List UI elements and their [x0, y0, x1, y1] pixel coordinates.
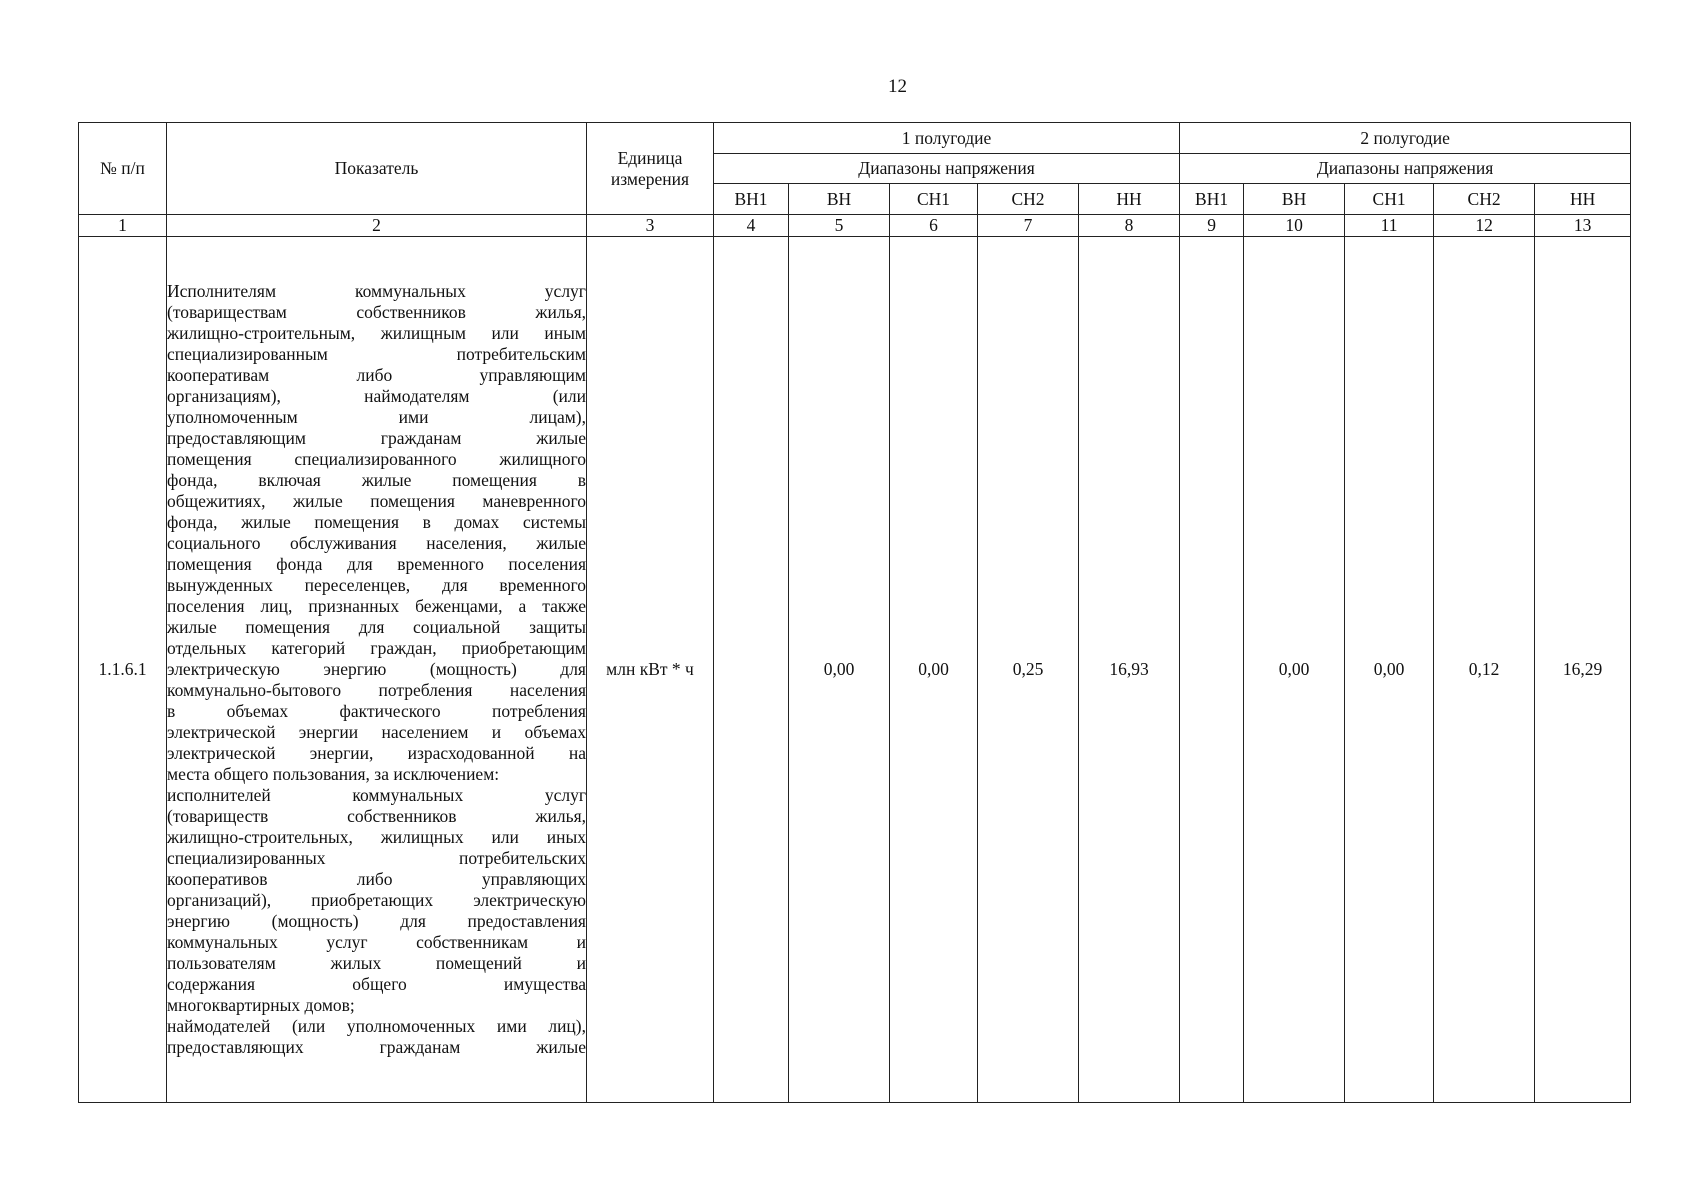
header-voltage-h1: ВН1 [714, 184, 789, 215]
description-line: жилищно-строительных, жилищных или иных [167, 827, 586, 847]
column-number: 9 [1180, 215, 1244, 237]
header-range-2: Диапазоны напряжения [1180, 154, 1631, 184]
description-line: помещения фонда для временного поселения [167, 554, 586, 574]
header-voltage-h2: НН [1535, 184, 1631, 215]
column-number: 12 [1434, 215, 1535, 237]
column-number: 7 [978, 215, 1079, 237]
header-voltage-h2: ВН1 [1180, 184, 1244, 215]
tariff-table [78, 122, 1631, 1103]
column-number: 3 [587, 215, 714, 237]
value-h1-sn2: 0,25 [978, 237, 1079, 1103]
value-h2-sn1: 0,00 [1345, 237, 1434, 1103]
description-line: организациям), наймодателям (или [167, 386, 586, 406]
description-line: фонда, включая жилые помещения в [167, 470, 586, 490]
description-line: специализированных потребительских [167, 848, 586, 868]
description-line: (товариществам собственников жилья, [167, 302, 586, 322]
column-number: 13 [1535, 215, 1631, 237]
description-line: поселения лиц, признанных беженцами, а также [167, 596, 586, 616]
value-h2-sn2: 0,12 [1434, 237, 1535, 1103]
description-line: жилищно-строительным, жилищным или иным [167, 323, 586, 343]
description-line: содержания общего имущества [167, 974, 586, 994]
header-voltage-h2: СН2 [1434, 184, 1535, 215]
description-line: пользователям жилых помещений и [167, 953, 586, 973]
header-voltage-h1: СН1 [890, 184, 978, 215]
column-number: 1 [79, 215, 167, 237]
row-number: 1.1.6.1 [79, 237, 167, 1103]
value-h2-vn: 0,00 [1244, 237, 1345, 1103]
description-line: предоставляющих гражданам жилые [167, 1037, 586, 1057]
column-number: 10 [1244, 215, 1345, 237]
column-number: 11 [1345, 215, 1434, 237]
page-number: 12 [888, 76, 907, 97]
header-col-unit: Единица измерения [587, 123, 714, 215]
column-number: 4 [714, 215, 789, 237]
description-line: фонда, жилые помещения в домах системы [167, 512, 586, 532]
header-range-1: Диапазоны напряжения [714, 154, 1180, 184]
header-half-2: 2 полугодие [1180, 123, 1631, 154]
description-line: исполнителей коммунальных услуг [167, 785, 586, 805]
column-number: 2 [167, 215, 587, 237]
description-line: коммунально-бытового потребления населения [167, 680, 586, 700]
value-h1-vn: 0,00 [789, 237, 890, 1103]
description-line: электрической энергии населением и объемах [167, 722, 586, 742]
description-line: кооперативов либо управляющих [167, 869, 586, 889]
description-line: электрическую энергию (мощность) для [167, 659, 586, 679]
column-number: 6 [890, 215, 978, 237]
description-line: уполномоченным ими лицам), [167, 407, 586, 427]
header-voltage-h1: ВН [789, 184, 890, 215]
description-line: организаций), приобретающих электрическую [167, 890, 586, 910]
description-line: предоставляющим гражданам жилые [167, 428, 586, 448]
description-line: электрической энергии, израсходованной на [167, 743, 586, 763]
description-line: наймодателей (или уполномоченных ими лиц), [167, 1016, 586, 1036]
description-line: общежитиях, жилые помещения маневренного [167, 491, 586, 511]
header-voltage-h1: СН2 [978, 184, 1079, 215]
description-line: (товариществ собственников жилья, [167, 806, 586, 826]
description-line: вынужденных переселенцев, для временного [167, 575, 586, 595]
value-h1-sn1: 0,00 [890, 237, 978, 1103]
description-line: многоквартирных домов; [167, 995, 355, 1015]
value-h1-vn1 [714, 237, 789, 1103]
description-line: Исполнителям коммунальных услуг [167, 281, 586, 301]
row-unit: млн кВт * ч [587, 237, 714, 1103]
header-half-1: 1 полугодие [714, 123, 1180, 154]
header-col-indicator: Показатель [167, 123, 587, 215]
description-line: кооперативам либо управляющим [167, 365, 586, 385]
description-line: отдельных категорий граждан, приобретающим [167, 638, 586, 658]
header-voltage-h1: НН [1079, 184, 1180, 215]
table-row [79, 237, 1631, 1103]
header-voltage-h2: ВН [1244, 184, 1345, 215]
row-description [167, 237, 587, 1103]
value-h1-nn: 16,93 [1079, 237, 1180, 1103]
header-voltage-h2: СН1 [1345, 184, 1434, 215]
value-h2-vn1 [1180, 237, 1244, 1103]
header-col-num: № п/п [79, 123, 167, 215]
description-line: места общего пользования, за исключением: [167, 764, 500, 784]
column-number: 5 [789, 215, 890, 237]
description-line: коммунальных услуг собственникам и [167, 932, 586, 952]
value-h2-nn: 16,29 [1535, 237, 1631, 1103]
column-number: 8 [1079, 215, 1180, 237]
description-line: жилые помещения для социальной защиты [167, 617, 586, 637]
description-line: помещения специализированного жилищного [167, 449, 586, 469]
description-line: специализированным потребительским [167, 344, 586, 364]
description-line: в объемах фактического потребления [167, 701, 586, 721]
description-line: социального обслуживания населения, жилые [167, 533, 586, 553]
description-line: энергию (мощность) для предоставления [167, 911, 586, 931]
